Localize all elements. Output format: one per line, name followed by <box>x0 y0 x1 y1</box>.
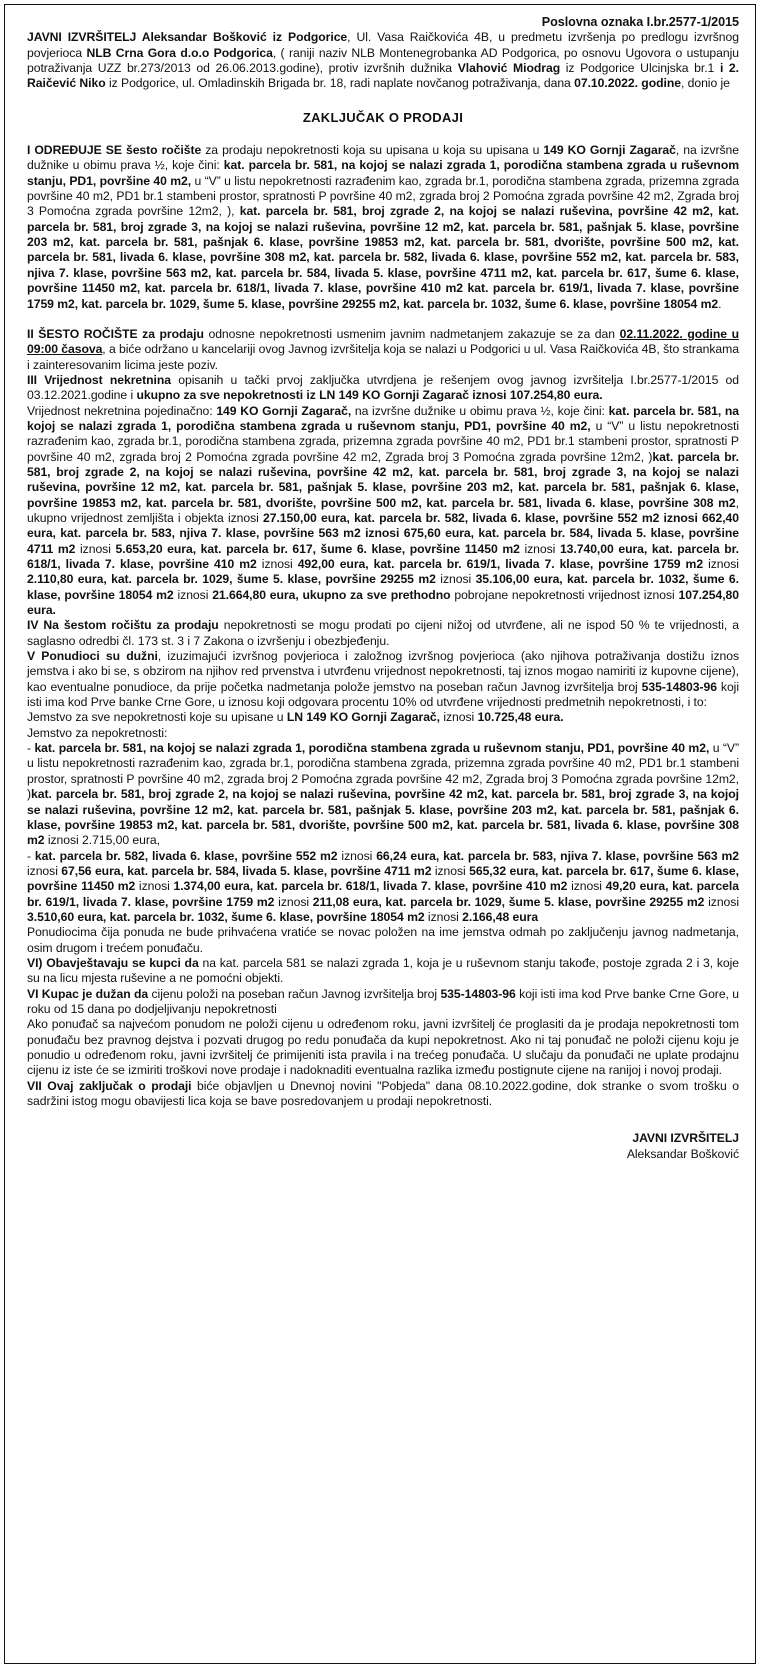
text-run: iznosi <box>435 572 476 587</box>
text-run: 149 KO Gornji Zagarač <box>543 143 676 158</box>
text-run: 07.10.2022. godine <box>574 76 681 91</box>
text-run: 49,20 eura, kat. parcela br. 619/1, livada 7. klase, površine 1759 m2 <box>27 879 739 909</box>
section-paragraph <box>27 956 739 987</box>
text-run: 5.653,20 eura, kat. parcela br. 617, šume 6. klase, površine 11450 m2 <box>115 541 520 556</box>
section-paragraph <box>27 143 739 312</box>
text-run: u “V” u listu nepokretnosti razrađenim kao, zgrada br.1, porodična stambena zgrada, prizemna zgrada površine 40 m2, PD1 br.1 stambeni prostor, spratnosti P površine 40 m2, zgrada broj 2 Pomoćna zgrada površine 42 m2, Zgrada broj 3 Pomoćna zgrada površine 12m2, ) <box>27 418 739 464</box>
text-run: u “V” u listu nepokretnosti razrađenim kao, zgrada br.1, porodična stambena zgrada, prizemna zgrada površine 40 m2, PD1 br.1 stambeni prostor, spratnosti P površine 40 m2, zgrada broj 2 Pomoćna zgrada površine 42 m2, Zgrada broj 3 Pomoćna zgrada površine 12m2, ), <box>27 173 739 219</box>
text-run: kat. parcela br. 581, broj zgrade 2, na kojoj se nalazi ruševina, površine 42 m2, kat. parcela br. 581, broj zgrade 3, na kojoj se nalazi ruševina, površine 12 m2, kat. parcela br. 581, pašnjak 5. klase, površine 203 m2, kat. parcela br. 581, pašnjak 6. klase, površine 19853 m2, kat. parcela br. 581, dvorište, površine 500 m2, kat. parcela br. 581, livada 6. klase, površine 308 m2 <box>27 449 739 510</box>
signature-block <box>27 1131 739 1162</box>
text-run: iznosi <box>337 848 377 863</box>
document-sections <box>27 143 739 1109</box>
text-run: kat. parcela br. 581, na kojoj se nalazi zgrada 1, porodična stambena zgrada u ruševnom stanju, PD1, površine 40 m2, <box>27 403 739 433</box>
text-run: 27.150,00 eura, kat. parcela br. 582, livada 6. klase, površine 552 m2 iznosi 662,40 eura, kat. parcela br. 583, njiva 7. klase, površine 563 m2 iznosi 675,60 eura, kat. parcela br. 584, livada 5. klase, površine 4711 m2 <box>27 510 739 556</box>
text-run: i 2. Raičević Niko <box>27 61 739 91</box>
text-run: . <box>718 296 722 311</box>
text-run: iznosi <box>519 541 560 556</box>
text-run: 13.740,00 eura, kat. parcela br. 618/1, livada 7. klase, površine 410 m2 <box>27 541 739 571</box>
section-paragraph <box>27 1079 739 1110</box>
text-run: cijenu položi na poseban račun Javnog izvršitelja broj <box>148 986 441 1001</box>
section-paragraph <box>27 373 739 404</box>
text-run: Ponudiocima čija ponuda ne bude prihvaćena vratiće se novac položen na ime jemstva odmah po zaključenju javnog nadmetanja, osim drugom i trećem ponuđaču. <box>27 925 739 955</box>
text-run: kat. parcela br. 581, na kojoj se nalazi zgrada 1, porodična stambena zgrada u ruševnom stanju, PD1, površine 40 m2, <box>27 158 739 188</box>
text-run: II ŠESTO ROČIŠTE za prodaju <box>27 326 204 341</box>
text-run: kat. parcela br. 581, broj zgrade 2, na kojoj se nalazi ruševina, površine 42 m2, kat. parcela br. 581, broj zgrade 3, na kojoj se nalazi ruševina, površine 12 m2, kat. parcela br. 581, pašnjak 5. klase, površine 203 m2, kat. parcela br. 581, pašnjak 6. klase, površine 19853 m2, kat. parcela br. 581, dvorište, površine 500 m2, kat. parcela br. 581, livada 6. klase, površine 308 m2 <box>27 787 739 848</box>
text-run: ukupno za sve nepokretnosti iz LN 149 KO Gornji Zagarač iznosi 107.254,80 eura. <box>136 388 603 403</box>
text-run: odnosne nepokretnosti usmenim javnim nadmetanjem zakazuje se za dan <box>203 326 620 341</box>
text-run: 107.254,80 eura. <box>27 587 739 618</box>
text-run: , donio je <box>680 76 730 91</box>
text-run: kat. parcela br. 582, livada 6. klase, površine 552 m2 <box>34 848 338 863</box>
text-run: VI Kupac je dužan da <box>27 986 149 1001</box>
text-run: šesto ročište <box>125 143 202 158</box>
text-run: na izvršne dužnike u obimu prava ½, koje čini: <box>351 403 609 418</box>
text-run: koji isti ima kod Prve banke Crne Gore, u iznosu koji odgovara procentu 10% od utvrđene vrijednosti predmetnih nepokretnosti, i to: <box>27 679 739 710</box>
document-body <box>27 15 739 1162</box>
text-run: Vlahović Miodrag <box>457 61 561 76</box>
text-run: , Ul. Vasa Raičkovića 4B, u predmetu izvršenja po predlogu izvršnog povjerioca <box>27 30 739 60</box>
text-run: kat. parcela br. 581, na kojoj se nalazi zgrada 1, porodična stambena zgrada u ruševnom stanju, PD1, površine 40 m2, <box>34 741 710 756</box>
text-run: za prodaju nepokretnosti koja su upisana u koja su upisana u <box>201 143 544 158</box>
text-run: 492,00 eura, kat. parcela br. 619/1, livada 7. klase, površine 1759 m2 <box>297 557 704 571</box>
text-run: - <box>27 741 35 756</box>
section-paragraph <box>27 849 739 926</box>
text-run: 565,32 eura, kat. parcela br. 617, šume 6. klase, površine 11450 m2 <box>27 863 739 894</box>
text-run: 2.166,48 eura <box>462 909 539 924</box>
text-run: LN 149 KO Gornji Zagarač, <box>286 710 440 725</box>
text-run: iznosi <box>274 894 313 909</box>
text-run: iznosi <box>567 879 606 894</box>
text-run: iznosi <box>440 710 478 725</box>
text-run: 67,56 eura, kat. parcela br. 584, livada 5. klase, površine 4711 m2 <box>61 863 432 878</box>
section-paragraph <box>27 710 739 725</box>
text-run: , izuzimajući izvršnog povjerioca i založnog izvršnog povjerioca (ako njihova potraživanja dostižu iznos jemstva i ako bi se, s obzirom na njihov red prvenstva i utvrđenu vrijednost nepokretnosti, taj iznos mogao namiriti iz kupovne cijene), kao eventualne ponudioce, da prije početka nadmetanja polože jemstvo na poseban račun Javnog izvršitelja broj <box>27 649 739 694</box>
text-run: iznosi <box>27 863 62 878</box>
section-paragraph <box>27 618 739 649</box>
text-run: iznosi <box>135 879 174 894</box>
text-run: 66,24 eura, kat. parcela br. 583, njiva 7. klase, površine 563 m2 <box>376 848 739 863</box>
text-run: , a biće održano u kancelariji ovog Javnog izvršitelja koja se nalazi u Podgorici u ul. Vasa Raičkovića 4B, što strankama i zainteresovanim licima jeste poziv. <box>27 342 739 372</box>
text-run: Jemstvo za sve nepokretnosti koje su upisane u <box>27 710 287 725</box>
text-run: kat. parcela br. 581, broj zgrade 2, na kojoj se nalazi ruševina, površine 42 m2, kat. parcela br. 581, broj zgrade 3, na kojoj se nalazi ruševina, površine 12 m2, kat. parcela br. 581, pašnjak 5. klase, površine 203 m2, kat. parcela br. 581, pašnjak 6. klase, površine 19853 m2, kat. parcela br. 581, dvorište, površine 500 m2, kat. parcela br. 581, livada 6. klase, površine 308 m2, kat. parcela br. 582, livada 6. klase, površine 552 m2, kat. parcela br. 583, njiva 7. klase, površine 563 m2, kat. parcela br. 584, livada 5. klase, površine 4711 m2, kat. parcela br. 617, šume 6. klase, površine 11450 m2, kat. parcela br. 618/1, livada 7. klase, površine 410 m2 kat. parcela br. 619/1, livada 7. klase, površine 1759 m2, kat. parcela br. 1029, šume 5. klase, površine 29255 m2, kat. parcela br. 1032, šume 6. klase, površine 18054 m2 <box>27 204 739 311</box>
text-run: 10.725,48 eura. <box>477 710 564 725</box>
document-frame <box>4 4 756 1664</box>
text-run: Ako ponuđač sa najvećom ponudom ne položi cijenu u određenom roku, javni izvršitelj će proglasiti da je prodaja nepokretnosti tom ponuđaču bez pravnog dejstva i pozvati drugog po redu ponuđača da kupi nepokretnost. Ako ni taj ponuđač ne položi cijenu koju je ponudio u određenom roku, javni izvršitelj će primijeniti ista pravila i na trećeg ponuđača. U slučaju da ponuđači ne uplate prodajnu cijenu iz iste će se izmiriti troškovi nove prodaje i nadoknaditi eventualna razlika između postignute cijene na ranijoj i novoj prodaji. <box>27 1017 739 1078</box>
text-run: nepokretnosti se mogu prodati po cijeni nižoj od utvrđene, ali ne ispod 50 % te vrijednosti, a saglasno odredbi čl. 173 st. 3 i 7 Zakona o izvršenju i obezbjeđenju. <box>27 618 739 648</box>
text-run: 02.11.2022. godine u 09:00 časova <box>27 326 740 357</box>
text-run: iznosi 2.715,00 eura, <box>44 833 160 848</box>
text-run: biće objavljen u Dnevnoj novini "Pobjeda" dana 08.10.2022.godine, dok stranke o svom trošku o sadržini istog mogu obavijesti lica koja se bave posredovanjem u prodaji nepokretnosti. <box>27 1078 739 1109</box>
text-run: iz Podgorice, ul. Omladinskih Brigada br. 18, radi naplate novčanog potraživanja, dana <box>105 76 575 91</box>
text-run: 3.510,60 eura, kat. parcela br. 1032, šume 6. klase, površine 18054 m2 <box>27 909 425 924</box>
text-run: 21.664,80 eura, ukupno za sve prethodno <box>212 587 451 602</box>
text-run: 149 KO Gornji Zagarač, <box>216 403 352 418</box>
text-run: V Ponudioci su dužni <box>27 649 158 664</box>
text-run: NLB Crna Gora d.o.o Podgorica <box>86 45 273 60</box>
section-paragraph <box>27 404 739 619</box>
text-run: u “V” u listu nepokretnosti razrađenim kao, zgrada br.1, porodična stambena zgrada, prizemna zgrada površine 40 m2, PD1 br.1 stambeni prostor, spratnosti P površine 40 m2, zgrada broj 2 Pomoćna zgrada površine 42 m2, Zgrada broj 3 Pomoćna zgrada površine 12m2, ) <box>27 741 739 802</box>
text-run: I ODREĐUJE SE <box>27 143 126 158</box>
text-run: iz Podgorice Ulcinjska br.1 <box>560 61 720 76</box>
text-run: III Vrijednost nekretnina <box>27 372 172 387</box>
section-paragraph <box>27 925 739 956</box>
section-paragraph <box>27 987 739 1018</box>
text-run: VI) Obavještavaju se kupci da <box>27 955 199 970</box>
text-run: iznosi <box>173 587 213 602</box>
section-paragraph <box>27 649 739 710</box>
text-run: 2.110,80 eura, kat. parcela br. 1029, šume 5. klase, površine 29255 m2 <box>27 572 436 587</box>
text-run: , ( raniji naziv NLB Montenegrobanka AD Podgorica, po osnovu Ugovora o ustupanju potraživanja UZZ br.273/2013 od 26.06.2013.godine), protiv izvršnih dužnika <box>27 45 739 76</box>
text-run: iznosi <box>703 557 739 571</box>
text-run: JAVNI IZVRŠITELJ Aleksandar Bošković iz Podgorice <box>27 30 348 45</box>
text-run: 535-14803-96 <box>440 986 516 1001</box>
text-run: , ukupno vrijednost zemljišta i objekta iznosi <box>27 495 739 525</box>
text-run: Jemstvo za nepokretnosti: <box>27 725 168 740</box>
document-title: ZAKLJUČAK O PRODAJI <box>302 109 464 125</box>
text-run: 535-14803-96 <box>641 679 717 694</box>
section-gap <box>27 312 739 327</box>
text-run: koji isti ima kod Prve banke Crne Gore, u roku od 15 dana po dodjeljivanju nepokretnosti <box>27 986 739 1016</box>
signature-role: JAVNI IZVRŠITELJ <box>632 1131 739 1146</box>
text-run: - <box>27 848 35 863</box>
text-run: opisanih u tački prvoj zaključka utvrdjena je rešenjem ovog javnog izvršitelja I.br.2577-1/2015 od 03.12.2021.godine i <box>27 372 739 403</box>
section-paragraph <box>27 1017 739 1078</box>
section-paragraph <box>27 726 739 741</box>
text-run: iznosi <box>704 894 739 909</box>
text-run: IV Na šestom ročištu za prodaju <box>27 618 219 633</box>
text-run: pobrojane nepokretnosti vrijednost iznosi <box>450 587 679 602</box>
text-run: , na izvršne dužnike u obimu prava ½, koje čini: <box>27 143 739 173</box>
text-run: 211,08 eura, kat. parcela br. 1029, šume 5. klase, površine 29255 m2 <box>312 894 705 909</box>
text-run: 35.106,00 eura, kat. parcela br. 1032, šume 6. klase, površine 18054 m2 <box>27 572 739 602</box>
text-run: na kat. parcela 581 se nalazi zgrada 1, koja je u ruševnom stanju takođe, postoje zgrada 2 i 3, koje su na licu mjesta ruševine a ne pomoćni objekti. <box>27 955 739 986</box>
text-run: iznosi <box>256 557 298 571</box>
text-run: iznosi <box>75 541 116 556</box>
text-run: 1.374,00 eura, kat. parcela br. 618/1, livada 7. klase, površine 410 m2 <box>173 879 568 894</box>
text-run: VII Ovaj zaključak o prodaji <box>27 1078 192 1093</box>
intro-paragraph <box>27 30 739 91</box>
text-run: iznosi <box>431 863 470 878</box>
text-run: iznosi <box>424 909 463 924</box>
section-paragraph <box>27 741 739 848</box>
signature-name: Aleksandar Bošković <box>626 1146 739 1161</box>
reference-number: Poslovna oznaka I.br.2577-1/2015 <box>541 15 739 29</box>
text-run: Vrijednost nekretnina pojedinačno: <box>27 403 217 418</box>
section-paragraph <box>27 327 739 373</box>
